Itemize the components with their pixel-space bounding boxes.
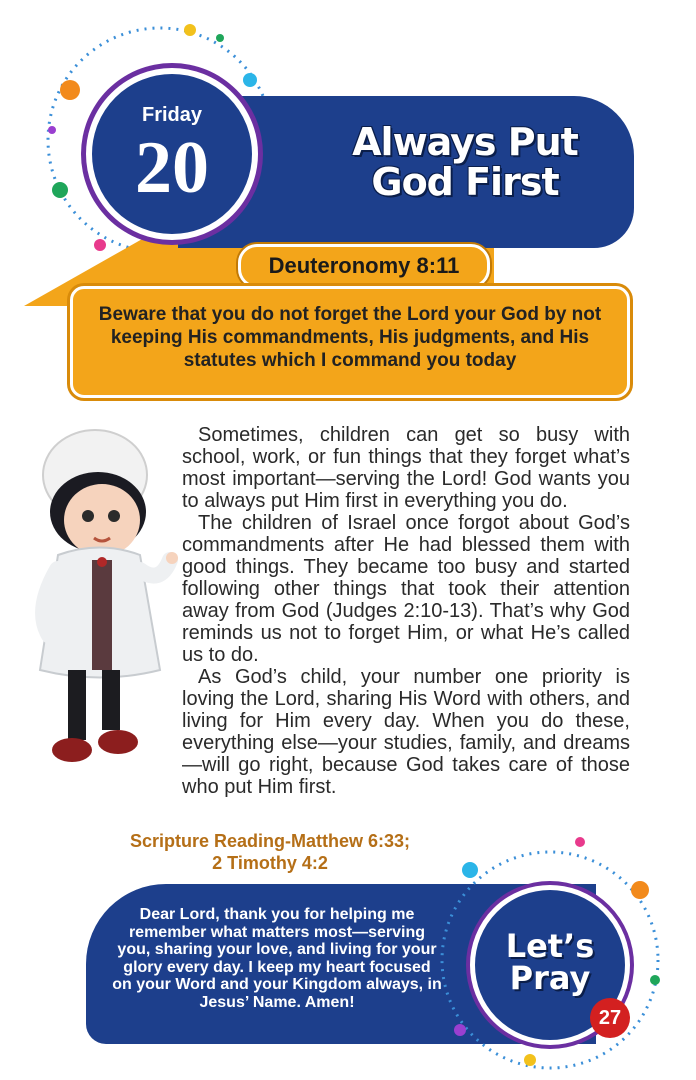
memory-verse-box [70, 286, 630, 398]
scripture-reading [100, 830, 440, 874]
body-paragraph-2: The children of Israel once forgot about God’s commandments after He had blessed them with good things. They became too busy and started following other things that took their attention away from God (Judges 2:10-13). That’s why God reminds us not to forget Him, or what He’s called us to do. [182, 512, 630, 666]
day-number: 20 [135, 127, 209, 209]
memory-verse-text: Beware that you do not forget the Lord your God by not keeping His commandments, His judgments, and His statutes which I command you today [98, 304, 602, 371]
day-name: Friday [141, 104, 203, 126]
title-line-1: Always Put [352, 120, 578, 164]
scripture-reference-pill [238, 244, 490, 288]
page-number: 27 [590, 998, 630, 1038]
title-line-2: God First [371, 160, 559, 204]
scripture-reading-line-1: Scripture Reading-Matthew 6:33; [129, 831, 411, 851]
devotional-title [300, 122, 630, 202]
scripture-reading-line-2: 2 Timothy 4:2 [212, 853, 328, 873]
body-paragraph-3: As God’s child, your number one priority is loving the Lord, sharing His Word with others, and living for Him every day. When you do these, everything else—your studies, family, and dreams—will go right, because God takes care of those who put Him first. [182, 666, 630, 798]
prayer-text: Dear Lord, thank you for helping me remember what matters most—serving you, sharing your love, and living for your glory every day. I keep my heart focused on your Word and your Kingdom always, in Jesus’ Name. Amen! [112, 906, 442, 1011]
devotional-body [182, 424, 630, 798]
body-paragraph-1: Sometimes, children can get so busy with school, work, or fun things that they forget what’s most important—serving the Lord! God wants you to always put Him first in everything you do. [182, 424, 630, 512]
girl-character-illustration [10, 420, 185, 780]
scripture-reference: Deuteronomy 8:11 [268, 253, 460, 278]
lets-pray-label [475, 927, 625, 997]
lets-pray-line-1: Let’s [505, 927, 595, 965]
lets-pray-line-2: Pray [509, 959, 591, 997]
date-badge [86, 68, 258, 240]
